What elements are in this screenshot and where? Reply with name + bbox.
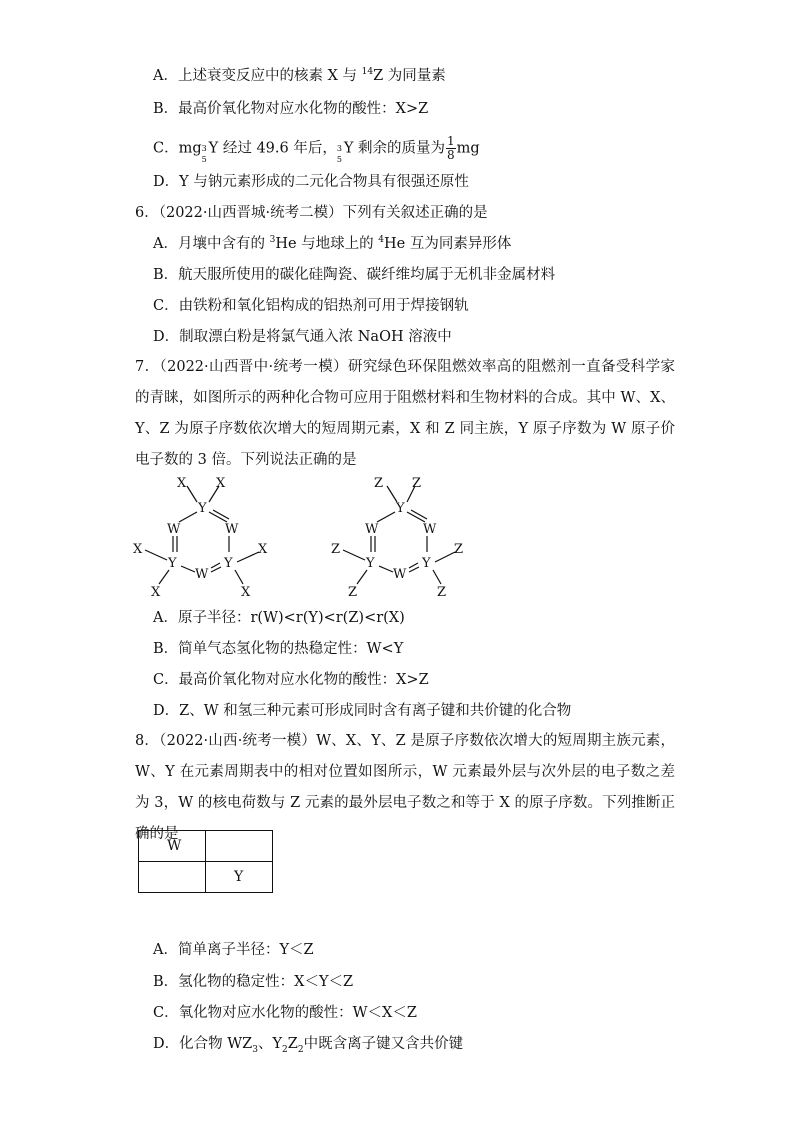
- mol2-atom-z6: Z: [437, 585, 447, 600]
- mol2-atom-y1: Y: [396, 501, 405, 516]
- molecule-structures: [125, 472, 485, 607]
- mol2-atom-z4: Z: [454, 542, 464, 557]
- q6-stem: 6．（2022·山西晋城·统考二模）下列有关叙述正确的是: [135, 205, 488, 221]
- cell-y: Y: [206, 862, 273, 893]
- mol1-atom-w2: W: [225, 522, 239, 537]
- mol1-atom-y1: Y: [198, 501, 207, 516]
- mol1-atom-x1: X: [177, 476, 187, 491]
- q8-option-a: A．简单离子半径：Y＜Z: [153, 942, 314, 958]
- mol2-atom-z3: Z: [331, 542, 341, 557]
- q7-option-a: A．原子半径：r(W)<r(Y)<r(Z)<r(X): [153, 610, 405, 626]
- mol2-atom-w1: W: [365, 522, 379, 537]
- q5-option-b: B．最高价氧化物对应水化物的酸性：X>Z: [153, 101, 429, 117]
- mol1-atom-x6: X: [241, 585, 251, 600]
- cell-empty-1: [206, 831, 273, 862]
- q7-option-b: B．简单气态氢化物的热稳定性：W<Y: [153, 641, 404, 657]
- isotope-notation: 3 5: [336, 143, 342, 164]
- mol2-atom-z2: Z: [412, 476, 422, 491]
- q6-option-b: B．航天服所使用的碳化硅陶瓷、碳纤维均属于无机非金属材料: [153, 267, 556, 283]
- q6-option-a: A．月壤中含有的 $^3$He 与地球上的 $^4$He 互为同素异形体: [153, 235, 512, 252]
- mol2-atom-z1: Z: [374, 476, 384, 491]
- periodic-table-fragment: [138, 830, 273, 893]
- cell-empty-2: [139, 862, 206, 893]
- mol1-atom-y2: Y: [168, 556, 177, 571]
- mol2-atom-y3: Y: [422, 556, 431, 571]
- mol1-atom-x3: X: [133, 542, 143, 557]
- q5-option-c: C．mg 3 5 Y 经过 49.6 年后， 3 5 Y 剩余的质量为 $\frac{1}{8}$ mg: [153, 134, 480, 164]
- q8-option-c: C．氧化物对应水化物的酸性：W＜X＜Z: [153, 1005, 417, 1021]
- q8-option-b: B．氢化物的稳定性：X＜Y＜Z: [153, 974, 354, 990]
- mol1-atom-w3: W: [195, 567, 209, 582]
- mol1-atom-x2: X: [216, 476, 226, 491]
- q8-option-d: D．化合物 $WZ_3$、$Y_2Z_2$中既含离子键又含共价键: [153, 1036, 464, 1055]
- mol2-atom-z5: Z: [348, 585, 358, 600]
- mol1-atom-x4: X: [258, 542, 268, 557]
- q5-option-a: A．上述衰变反应中的核素 X 与 $^{14}$Z 为同量素: [153, 67, 446, 84]
- mol2-atom-w2: W: [423, 522, 437, 537]
- q8-stem: 8．（2022·山西·统考一模）W、X、Y、Z 是原子序数依次增大的短周期主族元素，W、Y 在元素周期表中的相对位置如图所示，W 元素最外层与次外层的电子数之差为 3，W 的核电荷数与 Z 元素的最外层电子数之和等于 X 的原子序数。下列推断正确的是: [135, 733, 675, 842]
- fraction: $\frac{1}{8}$: [447, 134, 455, 162]
- mol1-atom-x5: X: [151, 585, 161, 600]
- q6-option-c: C．由铁粉和氧化铝构成的铝热剂可用于焊接钢轨: [153, 298, 469, 314]
- q7-option-c: C．最高价氧化物对应水化物的酸性：X>Z: [153, 672, 429, 688]
- mol2-atom-w3: W: [393, 567, 407, 582]
- mol2-atom-y2: Y: [366, 556, 375, 571]
- q6-option-d: D．制取漂白粉是将氯气通入浓 NaOH 溶液中: [153, 329, 452, 345]
- q5-option-d: D．Y 与钠元素形成的二元化合物具有很强还原性: [153, 174, 469, 190]
- q7-option-d: D．Z、W 和氢三种元素可形成同时含有离子键和共价键的化合物: [153, 703, 572, 719]
- isotope-notation: 3 5: [201, 143, 207, 164]
- cell-w: W: [139, 831, 206, 862]
- q7-stem: 7．（2022·山西晋中·统考一模）研究绿色环保阻燃效率高的阻燃剂一直备受科学家的青睐，如图所示的两种化合物可应用于阻燃材料和生物材料的合成。其中 W、X、Y、Z 为原子序数依次增大的短周期元素，X 和 Z 同主族，Y 原子序数为 W 原子价电子数的 3 倍。下列说法正确的是: [135, 359, 675, 468]
- mol1-atom-y3: Y: [224, 556, 233, 571]
- mol1-atom-w1: W: [167, 522, 181, 537]
